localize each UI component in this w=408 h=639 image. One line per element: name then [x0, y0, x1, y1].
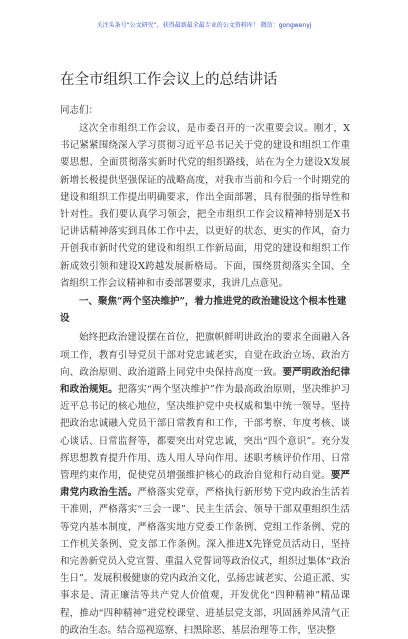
section-heading-1: 一、聚焦“两个坚决维护”，着力推进党的政治建设这个根本性建设 — [60, 296, 347, 325]
paragraph-text: 把落实“两个坚决维护”作为最高政治原则，坚决维护习近平总书记的核心地位，坚决维护党中央权威和集中统一领导。坚持把政治忠诚融入党员干部日常教育和工作，干部考察、年度考核、谈心谈话、日常监督等，都要突出对党忠诚，突出“四个意识”。充分发挥思想教育提升作用、选人用人导向作用、述职考核评价作用、日常管理约束作用，促使党员增强维护核心的政治自觉和行动自觉。 — [60, 384, 350, 482]
paragraph-text: 始终把政治建设摆在首位，把旗帜鲜明讲政治的要求全面融入各项工作，教育引导党员干部对党忠诚老实，自觉在政治立场、政治方向、政治原则、政治道路上同党中央保持高度一致。 — [60, 332, 350, 378]
promo-banner: 关注头条号“公文研究”，获得最新最全最专业的公文资料库！ 微信：gongwenyj — [96, 22, 312, 29]
paragraph-text: 严格落实党章，严格执行新形势下党内政治生活若干准则，严格落实“三会一课”、民主生活会、领导干部双重组织生活等党内基本制度，严格落实地方党委工作条例、党组工作条例、党的工作机关条例、党支部工作条例。深入推进X先锋党员活动日，坚持和完善新党员入党宣誓、重温入党誓词等政治仪式，组织过集体“政治生日”。发展积极健康的党内政治文化，弘扬忠诚老实、公道正派、实事求是、清正廉洁等共产党人价值观，开发优化“四种精神”精品课程，推动“四种精神”进党校课堂、进基层党支部，巩固涵养风清气正的政治生态。结合巡视巡察、扫黑除恶、基层治理等工作，坚决整 — [60, 487, 350, 636]
greeting: 同志们： — [60, 105, 99, 116]
document-page — [60, 58, 350, 639]
document-title: 在全市组织工作会议上的总结讲话 — [60, 72, 278, 88]
emphasis-party-life: 要严肃党内政治生活。 — [60, 470, 350, 499]
paragraph-political-building — [60, 329, 350, 639]
emphasis-discipline: 要严明政治纪律和政治规矩。 — [60, 366, 350, 396]
paragraph-intro: 这次全市组织工作会议，是市委召开的一次重要会议。刚才，X书记紧紧围绕深入学习贯彻习近平总书记关于党的建设和组织工作重要思想、全面贯彻落实新时代党的组织路线，站在为全力建设X发展新增长极提供坚强保证的战略高度，对我市当前和今后一个时期党的建设和组织工作提出明确要求，作出全面部署，具有很强的指导性和针对性。我们要认真学习领会，把全市组织工作会议精神特别是X书记讲话精神落实到具体工作中去，以更好的状态、更实的作风，奋力开创我市新时代党的建设和组织工作新局面，用党的建设和组织工作新成效引领和建设X跨越发展新格局。下面，围绕贯彻落实全国、全省组织工作会议精神和市委部署要求，我讲几点意见。 — [60, 123, 350, 289]
